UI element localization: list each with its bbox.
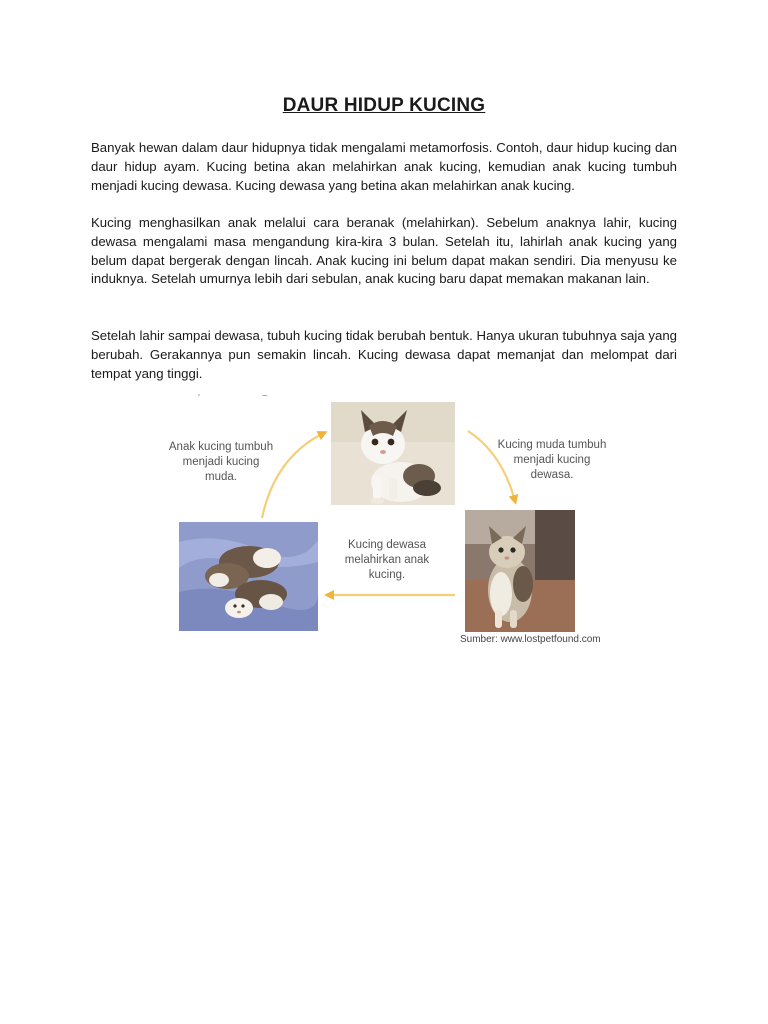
image-source-credit: Sumber: www.lostpetfound.com xyxy=(460,634,601,645)
page-title: DAUR HIDUP KUCING xyxy=(282,95,486,116)
adult-cat-photo xyxy=(465,510,575,632)
caption-adult-gives-birth: Kucing dewasa melahirkan anak kucing. xyxy=(344,539,430,581)
caption-kitten-grows: Anak kucing tumbuh menjadi kucing muda. xyxy=(168,441,274,483)
kitten-photo xyxy=(331,402,455,505)
paragraph-growth: Setelah lahir sampai dewasa, tubuh kucing tidak berubah bentuk. Hanya ukuran tubuhnya saja yang berubah. Gerakannya pun semakin lincah. Kucing dewasa dapat memanjat dan melompat dari tempat yang tinggi. xyxy=(91,328,677,381)
paragraph-intro: Banyak hewan dalam daur hidupnya tidak mengalami metamorfosis. Contoh, daur hidup kucing dan daur hidup ayam. Kucing betina akan melahirkan anak kucing, kemudian anak kucing tumbuh menjadi kucing dewasa. Kucing dewasa yang betina akan melahirkan anak kucing. xyxy=(91,140,677,193)
paragraph-birth: Kucing menghasilkan anak melalui cara beranak (melahirkan). Sebelum anaknya lahir, kucing dewasa mengalami masa mengandung kira-kira 3 bulan. Setelah itu, lahirlah anak kucing yang belum dapat bergerak dengan lincah. Anak kucing ini belum dapat makan sendiri. Dia menyusu ke induknya. Setelah umurnya lebih dari sebulan, anak kucing baru dapat memakan makanan lain. xyxy=(91,215,677,287)
life-cycle-diagram xyxy=(150,391,640,655)
cropped-text-fragment: ' xyxy=(198,393,200,404)
caption-young-grows: Kucing muda tumbuh menjadi kucing dewasa. xyxy=(497,439,607,481)
cropped-text-fragment: ~ xyxy=(262,391,268,402)
newborn-kittens-photo xyxy=(179,522,318,631)
